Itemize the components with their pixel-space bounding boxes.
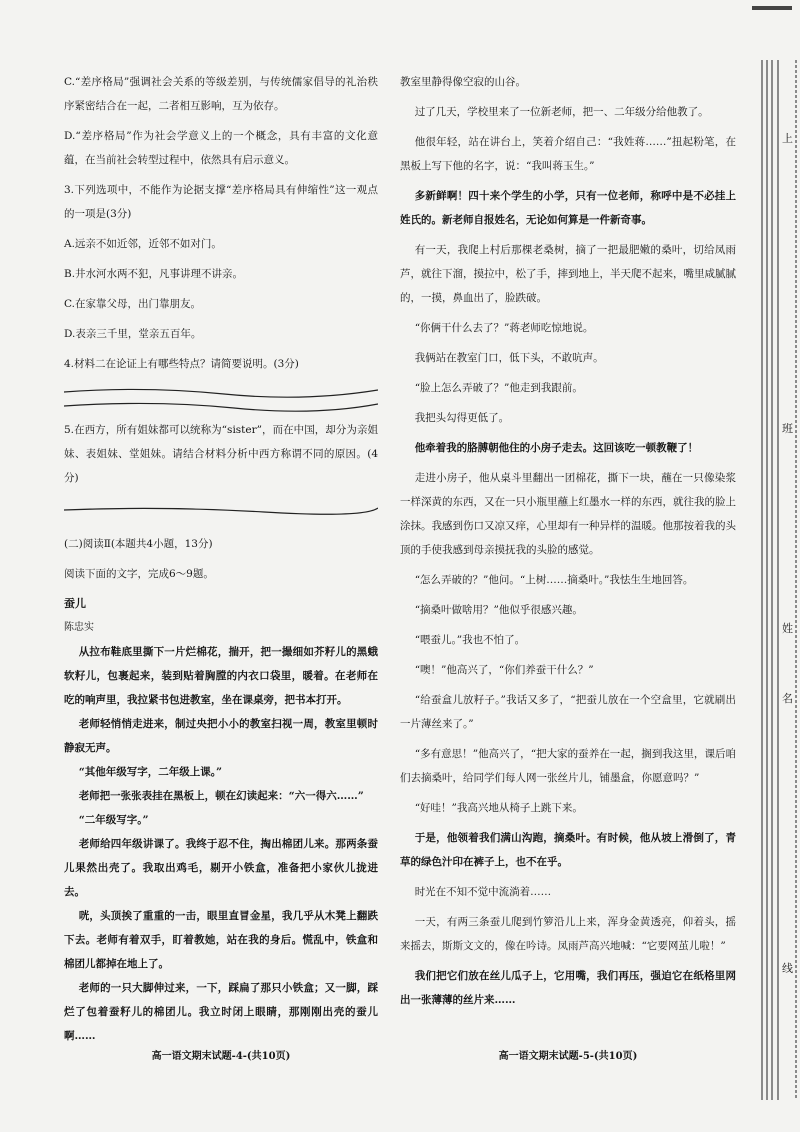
left-column [64,70,378,1048]
paragraph-r17: “多有意思！”他高兴了，“把大家的蚕养在一起，搁到我这里，课后咱们去摘桑叶，给同学们每人网一张丝片儿，铺墨盒，你愿意吗？” [400,748,736,784]
paragraph-r9: 我把头勾得更低了。 [414,412,510,424]
paragraph-1: 从拉布鞋底里撕下一片烂棉花，揣开，把一撮细如芥籽儿的黑蛾软籽儿，包裹起来，装到贴着胸膛的内衣口袋里，暖着。在老师在吃的响声里，我拉紧书包进教室，坐在课桌旁，把书本打开。 [64,646,378,706]
paragraph-7: 咣，头顶挨了重重的一击，眼里直冒金星，我几乎从木凳上翻跌下去。老师有着双手，盯着教她，站在我的身后。慌乱中，铁盒和棉团儿都掉在地上了。 [64,910,378,970]
binding-mark-1: 上 [782,132,793,145]
option-c: C.“差序格局”强调社会关系的等级差别，与传统儒家倡导的礼治秩序紧密结合在一起，二者相互影响，互为依存。 [64,76,378,112]
page-footer-left: 高一语文期末试题-4-(共10页) [151,1051,291,1062]
answer-lines-q5 [64,496,378,526]
question-3-option-c: C.在家靠父母，出门靠朋友。 [64,298,201,310]
paragraph-r8: “脸上怎么弄破了？”他走到我跟前。 [414,382,583,394]
binding-mark-3: 姓 [782,622,793,635]
paragraph-r22: 我们把它们放在丝儿瓜子上，它用嘴，我们再压，强迫它在纸格里网出一张薄薄的丝片来…… [400,970,736,1006]
paragraph-3: “其他年级写字，二年级上课。” [78,766,223,778]
paragraph-r5: 有一天，我爬上村后那棵老桑树，摘了一把最肥嫩的桑叶，切给凤雨芦，就往下溜，摸拉中，松了手，摔到地上，半天爬不起来，嘴里咸腻腻的，一摸，鼻血出了，脸跌破。 [400,244,736,304]
reading-instruction: 阅读下面的文字，完成6～9题。 [64,568,214,580]
binding-mark-4: 名 [782,692,793,705]
paragraph-r21: 一天，有两三条蚕儿爬到竹箩沿儿上来，浑身金黄透亮，仰着头，摇来摇去，斯斯文文的，像在吟诗。凤雨芦高兴地喊：“它要网茧儿啦！” [400,916,736,952]
page-footer-right: 高一语文期末试题-5-(共10页) [498,1051,638,1062]
paragraph-r2: 过了几天，学校里来了一位新老师，把一、二年级分给他教了。 [414,106,709,118]
paragraph-r1: 教室里静得像空寂的山谷。 [400,76,526,88]
paragraph-r20: 时光在不知不觉中流淌着…… [414,886,552,898]
paragraph-r14: “喂蚕儿。”我也不怕了。 [414,634,526,646]
article-title: 蚕儿 [64,597,86,610]
paragraph-r10: 他牵着我的胳膊朝他住的小房子走去。这回该吃一顿教鞭了！ [414,442,699,454]
option-d: D.“差序格局”作为社会学意义上的一个概念，具有丰富的文化意蕴，在当前社会转型过程中，依然具有启示意义。 [64,130,378,166]
paragraph-r4: 多新鲜啊！四十来个学生的小学，只有一位老师，称呼中是不必挂上姓氏的。新老师自报姓名，无论如何算是一件新奇事。 [400,190,736,226]
question-3-option-d: D.表亲三千里，堂亲五百年。 [64,328,202,340]
paragraph-2: 老师轻悄悄走进来，制过央把小小的教室扫视一周，教室里顿时静寂无声。 [64,718,378,754]
binding-mark-2: 班 [782,422,793,435]
binding-margin [752,60,800,1100]
paragraph-5: “二年级写字。” [78,814,149,826]
paragraph-r18: “好哇！”我高兴地从椅子上跳下来。 [414,802,583,814]
paragraph-r7: 我俩站在教室门口，低下头，不敢吭声。 [414,352,604,364]
article-author: 陈忠实 [64,622,94,633]
paragraph-r19: 于是，他领着我们满山沟跑，摘桑叶。有时候，他从坡上滑倒了，青草的绿色汁印在裤子上，也不在乎。 [400,832,736,868]
answer-lines-q4 [64,382,378,412]
right-column [400,70,736,1012]
question-4: 4.材料二在论证上有哪些特点？请简要说明。(3分) [64,358,299,370]
paragraph-4: 老师把一张张表挂在黑板上，顿在幻读起来：“六一得六……” [78,790,364,802]
binding-mark-5: 线 [782,962,793,975]
answer-area-q4[interactable] [64,382,378,412]
question-3-option-b: B.井水河水两不犯，凡事讲理不讲亲。 [64,268,244,280]
paragraph-8: 老师的一只大脚伸过来，一下，踩扁了那只小铁盒；又一脚，踩烂了包着蚕籽儿的棉团儿。我立时闭上眼睛，那刚刚出壳的蚕儿啊…… [64,982,378,1042]
paragraph-r13: “摘桑叶做啥用？”他似乎很感兴趣。 [414,604,583,616]
question-5: 5.在西方，所有姐妹都可以统称为“sister”，而在中国，却分为亲姐妹、表姐妹、堂姐妹。请结合材料分析中西方称谓不同的原因。(4分) [64,424,378,484]
question-3: 3.下列选项中，不能作为论据支撑“差序格局具有伸缩性”这一观点的一项是(3分) [64,184,378,220]
paragraph-r15: “噢！”他高兴了，“你们养蚕干什么？” [414,664,594,676]
answer-area-q5[interactable] [64,496,378,526]
paragraph-6: 老师给四年级讲课了。我终于忍不住，掏出棉团儿来。那两条蚕儿果然出壳了。我取出鸡毛，剔开小铁盒，准备把小家伙儿拢进去。 [64,838,378,898]
section-heading: (二)阅读Ⅱ(本题共4小题，13分) [64,538,213,550]
paragraph-r11: 走进小房子，他从桌斗里翻出一团棉花，撕下一块，蘸在一只像染浆一样深黄的东西，又在一只小瓶里蘸上红墨水一样的东西，就往我的脸上涂抹。我感到伤口又凉又痒，心里却有一种异样的温暖。他那按着我的头顶的手使我感到母亲摸抚我的头脸的感觉。 [400,472,736,556]
binding-lines [752,60,800,1100]
scan-mark [752,6,792,10]
paragraph-r6: “你俩干什么去了？”蒋老师吃惊地说。 [414,322,594,334]
paragraph-r16: “给蚕盒儿放籽子。”我话又多了，“把蚕儿放在一个空盒里，它就刷出一片薄丝来了。” [400,694,736,730]
paragraph-r12: “怎么弄破的？”他问。“上树……摘桑叶。”我怯生生地回答。 [414,574,694,586]
question-3-option-a: A.远亲不如近邻，近邻不如对门。 [64,238,222,250]
paragraph-r3: 他很年轻，站在讲台上，笑着介绍自己：“我姓蒋……”扭起粉笔，在黑板上写下他的名字，说：“我叫蒋玉生。” [400,136,736,172]
